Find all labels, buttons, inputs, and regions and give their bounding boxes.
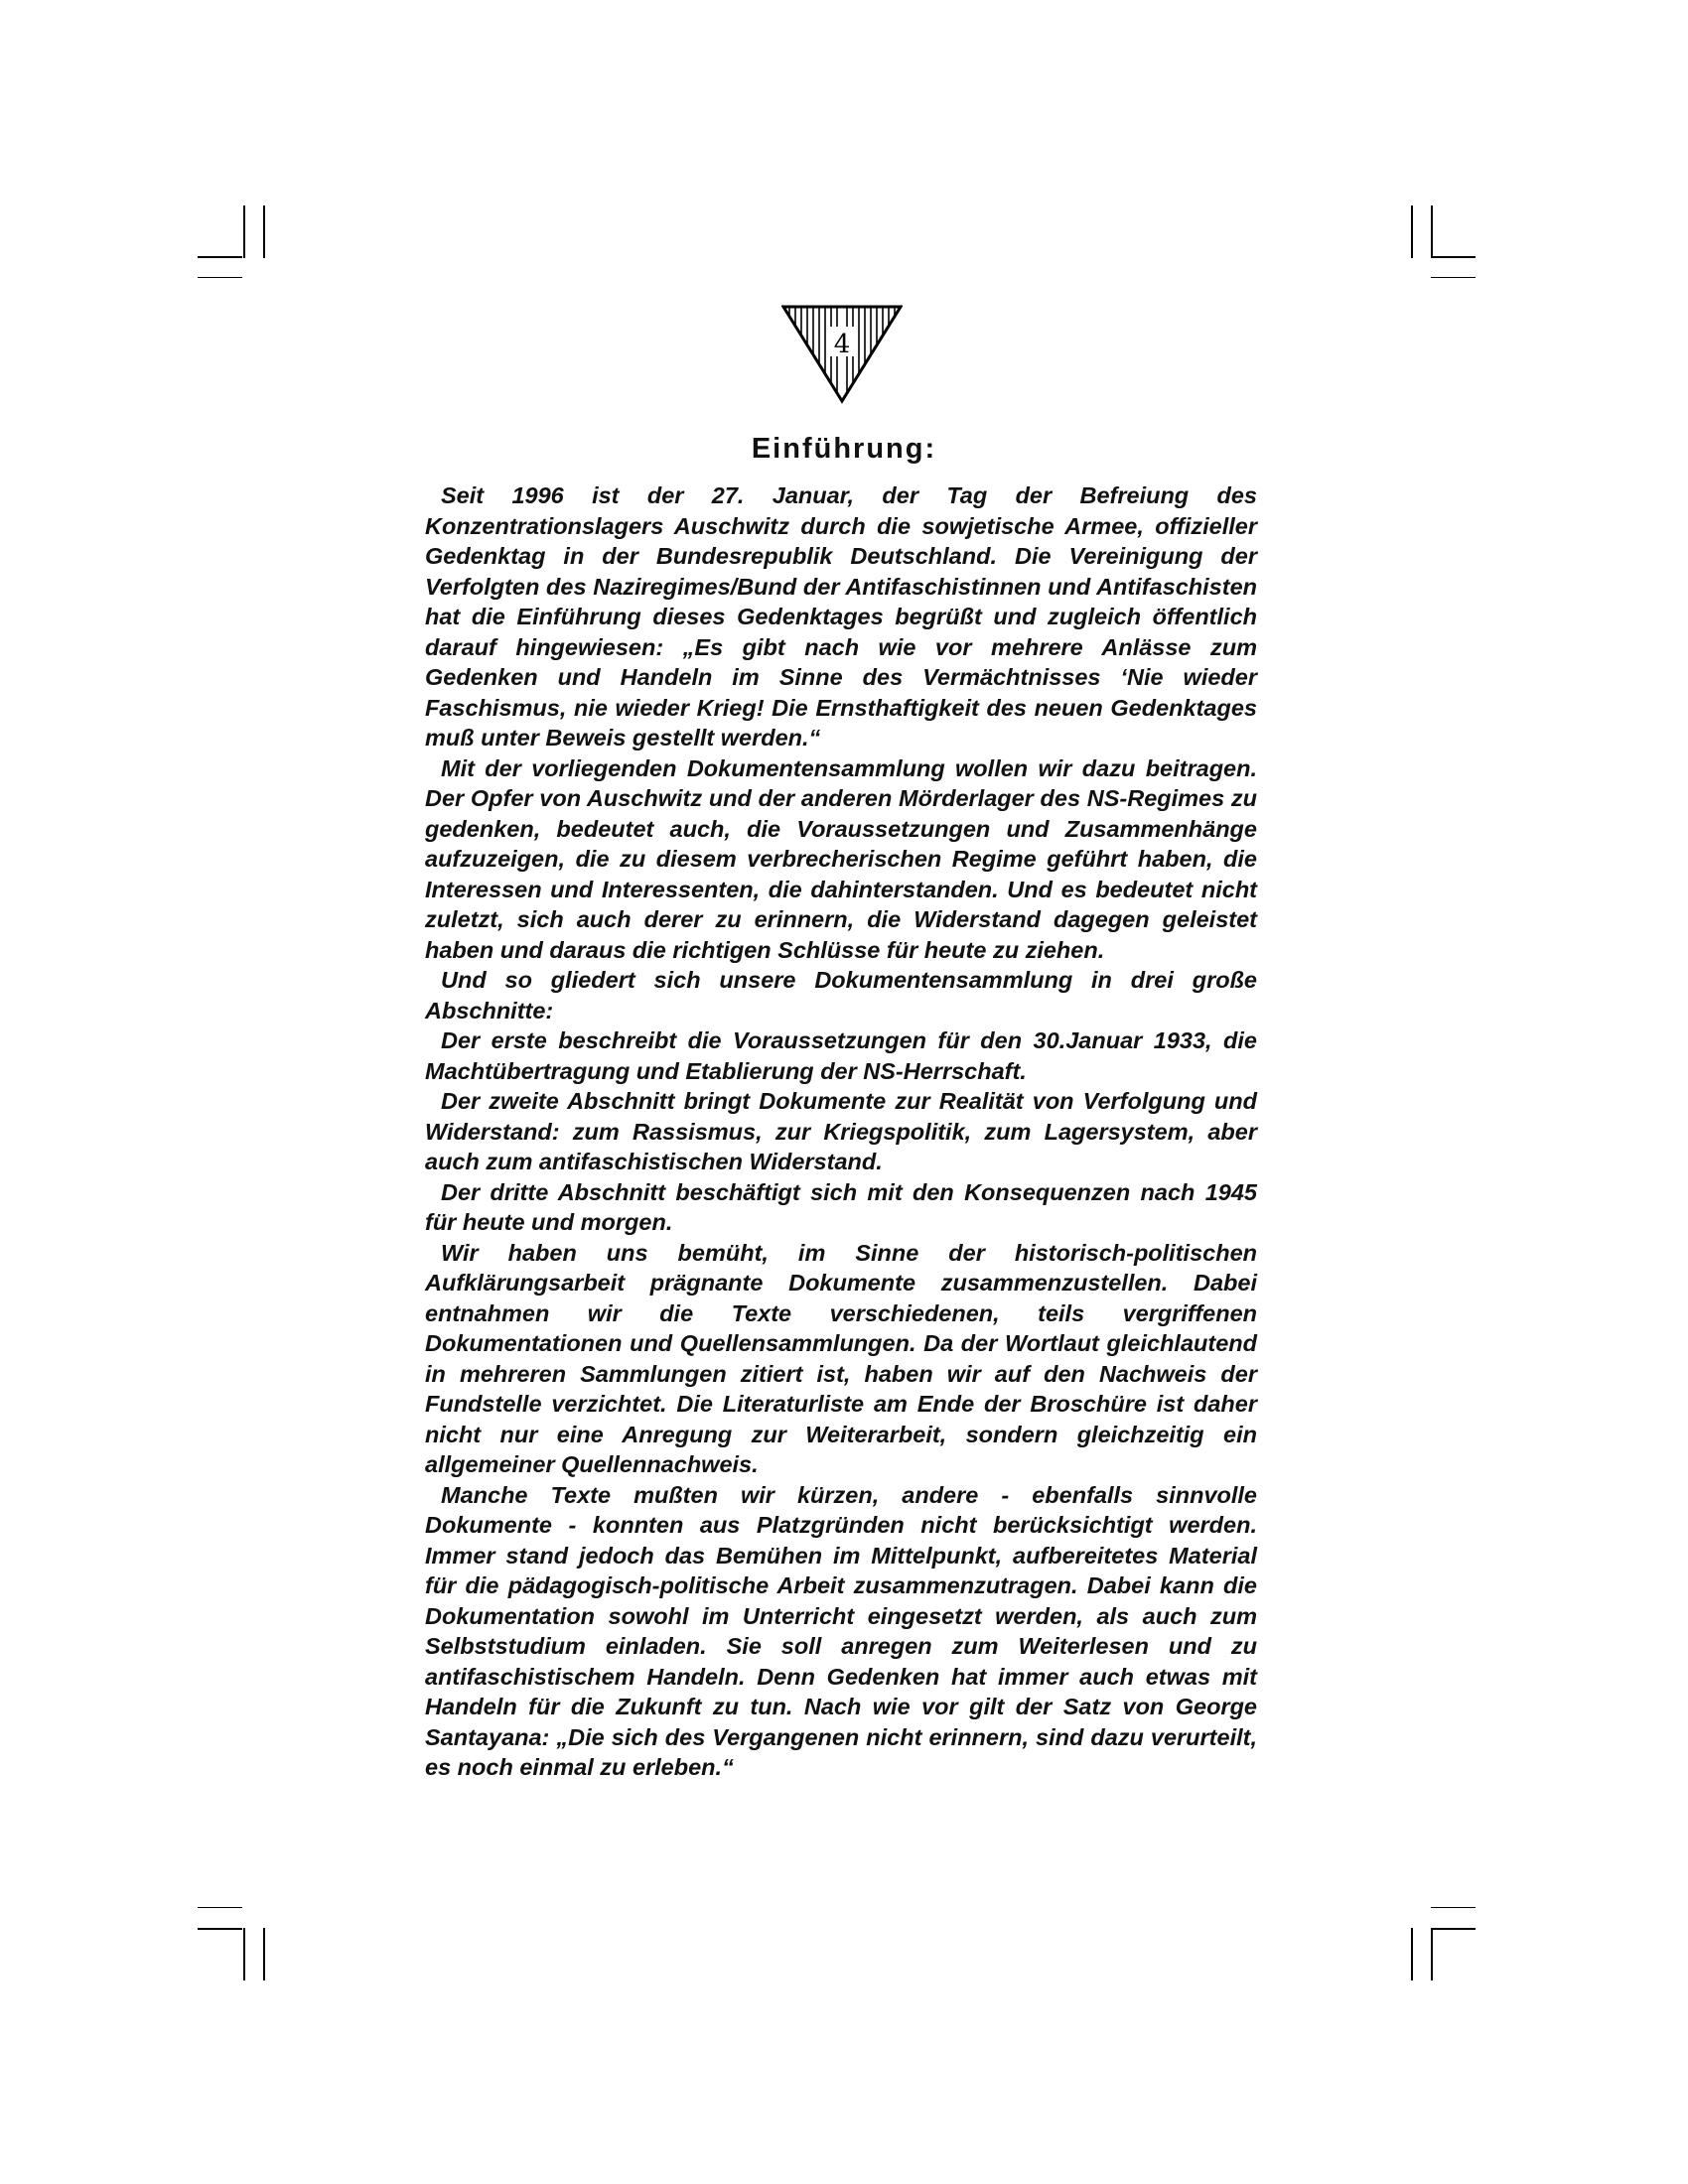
crop-mark-bottom-right-bleed	[1431, 1907, 1476, 1908]
crop-mark-bottom-right-vertical-inner	[1431, 1928, 1433, 1980]
crop-mark-bottom-right-horizontal	[1431, 1928, 1476, 1930]
paragraph: Der zweite Abschnitt bringt Dokumente zur Realität von Verfolgung und Widerstand: zum Rassismus, zur Kriegspolitik, zum Lagersystem, aber auch zum antifaschistischen Widerstand.	[425, 1088, 1257, 1174]
paragraph: Und so gliedert sich unsere Dokumentensammlung in drei große Abschnitte:	[425, 967, 1257, 1024]
paragraph: Der dritte Abschnitt beschäftigt sich mit den Konsequenzen nach 1945 für heute und morgen.	[425, 1178, 1257, 1235]
crop-mark-top-left-vertical-outer	[263, 205, 265, 258]
crop-mark-top-right-vertical-outer	[1411, 205, 1413, 258]
crop-mark-top-right-bleed	[1431, 277, 1476, 278]
paragraph: Mit der vorliegenden Dokumentensammlung wollen wir dazu beitragen. Der Opfer von Auschwitz und der anderen Mörderlager des NS-Regimes zu gedenken, bedeutet auch, die Voraussetzungen und Zusammenhänge aufzuzeigen, die zu diesem verbrecherischen Regime geführt haben, die Interessen und Interessenten, die dahinterstanden. Und es bedeutet nicht zuletzt, sich auch derer zu erinnern, die Widerstand dagegen geleistet haben und daraus die richtigen Schlüsse für heute zu ziehen.	[425, 754, 1257, 963]
crop-mark-top-right-vertical-inner	[1431, 205, 1433, 258]
crop-mark-top-right-horizontal	[1431, 256, 1476, 258]
crop-mark-bottom-left-horizontal	[198, 1928, 242, 1930]
paragraph: Wir haben uns bemüht, im Sinne der historisch-politischen Aufklärungsarbeit prägnante Dokumente zusammenzustellen. Dabei entnahmen wir die Texte verschiedenen, teils vergriffenen Dokumentationen und Quellensammlungen. Da der Wortlaut gleichlautend in mehreren Sammlungen zitiert ist, haben wir auf den Nachweis der Fundstelle verzichtet. Die Literaturliste am Ende der Broschüre ist daher nicht nur eine Anregung zur Weiterarbeit, sondern gleichzeitig ein allgemeiner Quellennachweis.	[425, 1239, 1257, 1477]
triangle-icon	[781, 305, 903, 404]
crop-mark-bottom-left-bleed	[198, 1907, 242, 1908]
paragraph: Manche Texte mußten wir kürzen, andere - ebenfalls sinnvolle Dokumente - konnten aus Platzgründen nicht berücksichtigt werden. Immer stand jedoch das Bemühen im Mittelpunkt, aufbereitetes Material für die pädagogisch-politische Arbeit zusammenzutragen. Dabei kann die Dokumentation sowohl im Unterricht eingesetzt werden, als auch zum Selbststudium einladen. Sie soll anregen zum Weiterlesen und zu antifaschistischem Handeln. Denn Gedenken hat immer auch etwas mit Handeln für die Zukunft zu tun. Nach wie vor gilt der Satz von George Santayana: „Die sich des Vergangenen nicht erinnern, sind dazu verurteilt, es noch einmal zu erleben.“	[425, 1481, 1257, 1780]
crop-mark-top-left-vertical-inner	[243, 205, 245, 258]
body-text	[425, 480, 1257, 1783]
crop-mark-bottom-left-vertical-inner	[243, 1928, 245, 1980]
page-title: Einführung:	[751, 433, 937, 465]
crop-mark-bottom-right-vertical-outer	[1411, 1928, 1413, 1980]
crop-mark-bottom-left-vertical-outer	[263, 1928, 265, 1980]
paragraph: Der erste beschreibt die Voraussetzungen für den 30.Januar 1933, die Machtübertragung und Etablierung der NS-Herrschaft.	[425, 1027, 1257, 1084]
crop-mark-top-left-horizontal	[198, 256, 242, 258]
page-number-badge	[781, 305, 903, 404]
crop-mark-top-left-bleed	[198, 277, 242, 278]
paragraph: Seit 1996 ist der 27. Januar, der Tag der Befreiung des Konzentrationslagers Auschwitz durch die sowjetische Armee, offizieller Gedenktag in der Bundesrepublik Deutschland. Die Vereinigung der Verfolgten des Naziregimes/Bund der Antifaschistinnen und Antifaschisten hat die Einführung dieses Gedenktages begrüßt und zugleich öffentlich darauf hingewiesen: „Es gibt nach wie vor mehrere Anlässe zum Gedenken und Handeln im Sinne des Vermächtnisses ‘Nie wieder Faschismus, nie wieder Krieg! Die Ernsthaftigkeit des neuen Gedenktages muß unter Beweis gestellt werden.“	[425, 482, 1257, 751]
page-number: 4	[833, 330, 851, 359]
